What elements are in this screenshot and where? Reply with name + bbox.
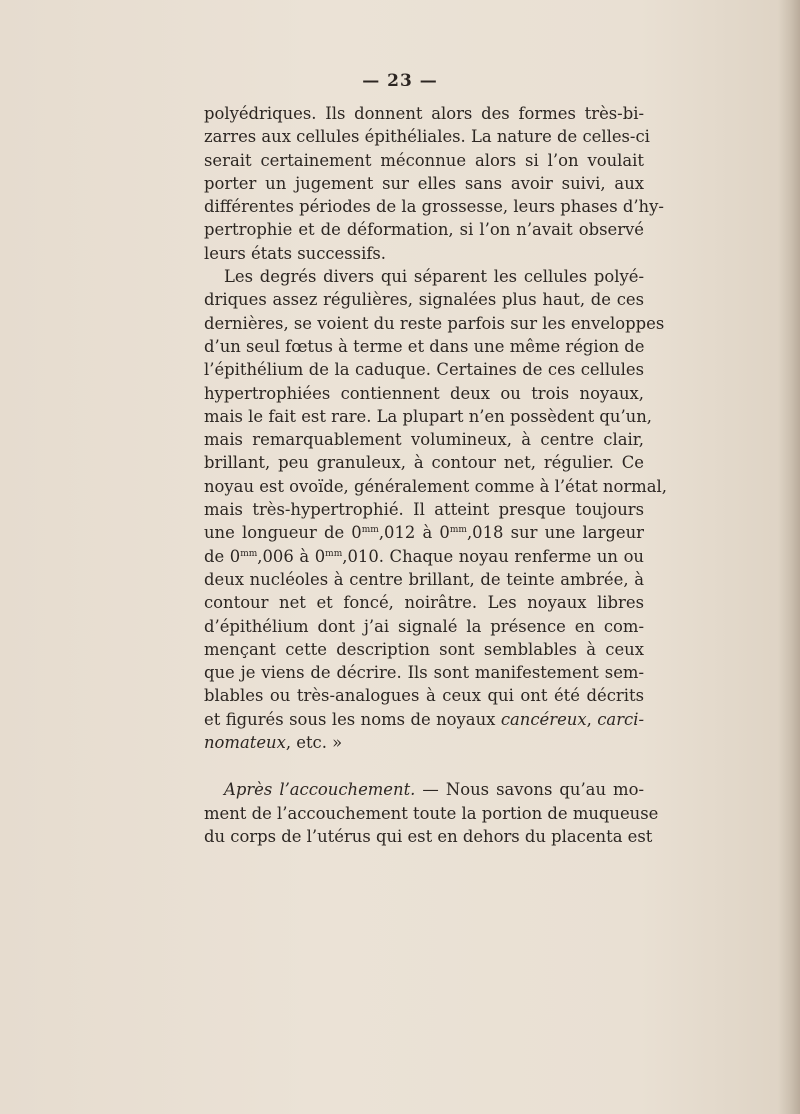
text-line: leurs états successifs. (204, 243, 387, 263)
text-line: mais très-hypertrophié. Il atteint presque toujours (204, 500, 644, 520)
paragraph-3 (204, 778, 659, 848)
text-line: du corps de l’utérus qui est en dehors du placenta est (204, 826, 653, 846)
text-line: zarres aux cellules épithéliales. La nature de celles-ci (204, 127, 650, 147)
text-line: driques assez régulières, signalées plus haut, de ces (204, 290, 644, 310)
text-line: polyédriques. Ils donnent alors des formes très-bi- (204, 104, 644, 123)
body-text (204, 102, 667, 848)
unit-superscript: mm (449, 525, 467, 536)
page-number: — 23 — (362, 71, 438, 91)
section-heading: Après l’accouchement. (224, 780, 416, 800)
text-line: blables ou très-analogues à ceux qui ont été décrits (204, 686, 644, 706)
text-fragment: ,010. Chaque noyau renferme un ou (342, 546, 644, 566)
text-fragment: de 0 (204, 546, 241, 566)
text-fragment: , (586, 709, 598, 729)
text-line: mençant cette description sont semblables à ceux (204, 639, 644, 659)
text-line: noyau est ovoïde, généralement comme à l’état normal, (204, 476, 667, 496)
text-fragment: et figurés sous les noms de noyaux (204, 709, 501, 729)
text-line-italic (204, 731, 644, 754)
unit-superscript: mm (240, 548, 258, 559)
text-line: deux nucléoles à centre brillant, de teinte ambrée, à (204, 569, 644, 589)
text-line-measurement (204, 521, 644, 544)
text-line: d’épithélium dont j’ai signalé la présence en com- (204, 616, 644, 636)
text-line-measurement (204, 545, 644, 568)
text-line: porter un jugement sur elles sans avoir suivi, aux (204, 173, 644, 193)
text-line: contour net et foncé, noirâtre. Les noyaux libres (204, 593, 644, 613)
italic-term: carci- (597, 709, 644, 729)
text-line: dernières, se voient du reste parfois sur les enveloppes (204, 313, 665, 333)
text-line: serait certainement méconnue alors si l’on voulait (204, 150, 644, 170)
text-line: brillant, peu granuleux, à contour net, régulier. Ce (204, 453, 644, 473)
text-fragment: ,018 sur une largeur (466, 523, 644, 543)
text-line: que je viens de décrire. Ils sont manifestement sem- (204, 663, 644, 683)
text-line-italic (204, 708, 644, 731)
italic-term: cancéreux (500, 709, 587, 729)
paragraph-1 (204, 102, 664, 265)
text-line: mais le fait est rare. La plupart n’en possèdent qu’un, (204, 406, 652, 426)
text-fragment: , etc. » (285, 733, 343, 753)
text-line: l’épithélium de la caduque. Certaines de ces cellules (204, 360, 644, 380)
text-fragment: ,012 à 0 (378, 523, 450, 543)
text-fragment: — Nous savons qu’au mo- (415, 780, 645, 800)
page-edge-shadow (778, 0, 800, 1114)
paragraph-2 (204, 265, 667, 754)
text-fragment: une longueur de 0 (204, 523, 362, 543)
text-line: différentes périodes de la grossesse, leurs phases d’hy- (204, 197, 664, 217)
text-line (204, 778, 644, 801)
text-line: hypertrophiées contiennent deux ou trois noyaux, (204, 383, 644, 403)
paragraph-gap (204, 754, 644, 778)
text-line: Les degrés divers qui séparent les cellules polyé- (224, 267, 644, 287)
unit-superscript: mm (325, 548, 343, 559)
text-line: d’un seul fœtus à terme et dans une même région de (204, 336, 645, 356)
unit-superscript: mm (361, 525, 379, 536)
italic-term: nomateux (204, 733, 286, 753)
text-line: pertrophie et de déformation, si l’on n’avait observé (204, 220, 644, 240)
text-line: mais remarquablement volumineux, à centre clair, (204, 430, 644, 450)
text-line: ment de l’accouchement toute la portion de muqueuse (204, 803, 659, 823)
text-fragment: ,006 à 0 (257, 546, 326, 566)
